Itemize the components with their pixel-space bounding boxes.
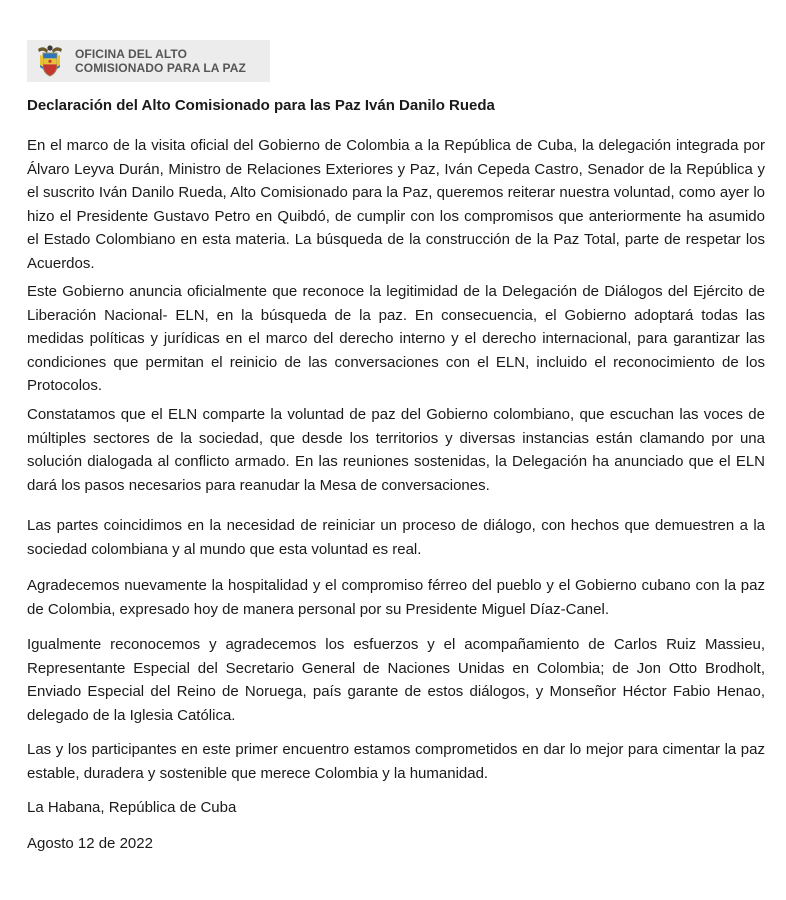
- colombia-coat-of-arms-icon: [35, 43, 65, 79]
- office-header: [27, 40, 270, 82]
- paragraph-2: Este Gobierno anuncia oficialmente que reconoce la legitimidad de la Delegación de Diálogos del Ejército de Liberación Nacional- ELN, en la búsqueda de la paz. En consecuencia, el Gobierno adoptará todas las medidas políticas y jurídicas en el marco del derecho interno y el derecho internacional, para garantizar las condiciones que permitan el reinicio de las conversaciones con el ELN, incluido el reconocimiento de los Protocolos.: [27, 283, 765, 394]
- paragraph-4: Las partes coincidimos en la necesidad de reiniciar un proceso de diálogo, con hechos que demuestren a la sociedad colombiana y al mundo que esta voluntad es real.: [27, 517, 765, 558]
- paragraph-1: En el marco de la visita oficial del Gobierno de Colombia a la República de Cuba, la delegación integrada por Álvaro Leyva Durán, Ministro de Relaciones Exteriores y Paz, Iván Cepeda Castro, Senador de la República y el suscrito Iván Danilo Rueda, Alto Comisionado para la Paz, queremos reiterar nuestra voluntad, como ayer lo hizo el Presidente Gustavo Petro en Quibdó, de cumplir con los compromisos que anteriormente ha asumido el Estado Colombiano en esta materia. La búsqueda de la construcción de la Paz Total, parte de respetar los Acuerdos.: [27, 137, 765, 272]
- office-name-line2: COMISIONADO PARA LA PAZ: [75, 61, 246, 75]
- paragraph-7: Las y los participantes en este primer encuentro estamos comprometidos en dar lo mejor para cimentar la paz estable, duradera y sostenible que merece Colombia y la humanidad.: [27, 741, 765, 782]
- office-name-line1: OFICINA DEL ALTO: [75, 47, 188, 61]
- document-date: Agosto 12 de 2022: [27, 835, 153, 852]
- paragraph-5: Agradecemos nuevamente la hospitalidad y el compromiso férreo del pueblo y el Gobierno cubano con la paz de Colombia, expresado hoy de manera personal por su Presidente Miguel Díaz-Canel.: [27, 577, 765, 618]
- paragraph-6: Igualmente reconocemos y agradecemos los esfuerzos y el acompañamiento de Carlos Ruiz Massieu, Representante Especial del Secretario General de Naciones Unidas en Colombia; de Jon Otto Brodholt, Enviado Especial del Reino de Noruega, país garante de estos diálogos, y Monseñor Héctor Fabio Henao, delegado de la Iglesia Católica.: [27, 636, 765, 724]
- paragraph-3: Constatamos que el ELN comparte la voluntad de paz del Gobierno colombiano, que escuchan las voces de múltiples sectores de la sociedad, que desde los territorios y diversas instancias están clamando por una solución dialogada al conflicto armado. En las reuniones sostenidas, la Delegación ha anunciado que el ELN dará los pasos necesarios para reanudar la Mesa de conversaciones.: [27, 406, 765, 494]
- document-title: Declaración del Alto Comisionado para las Paz Iván Danilo Rueda: [27, 97, 495, 114]
- office-name: [75, 47, 246, 75]
- document-place: La Habana, República de Cuba: [27, 799, 237, 816]
